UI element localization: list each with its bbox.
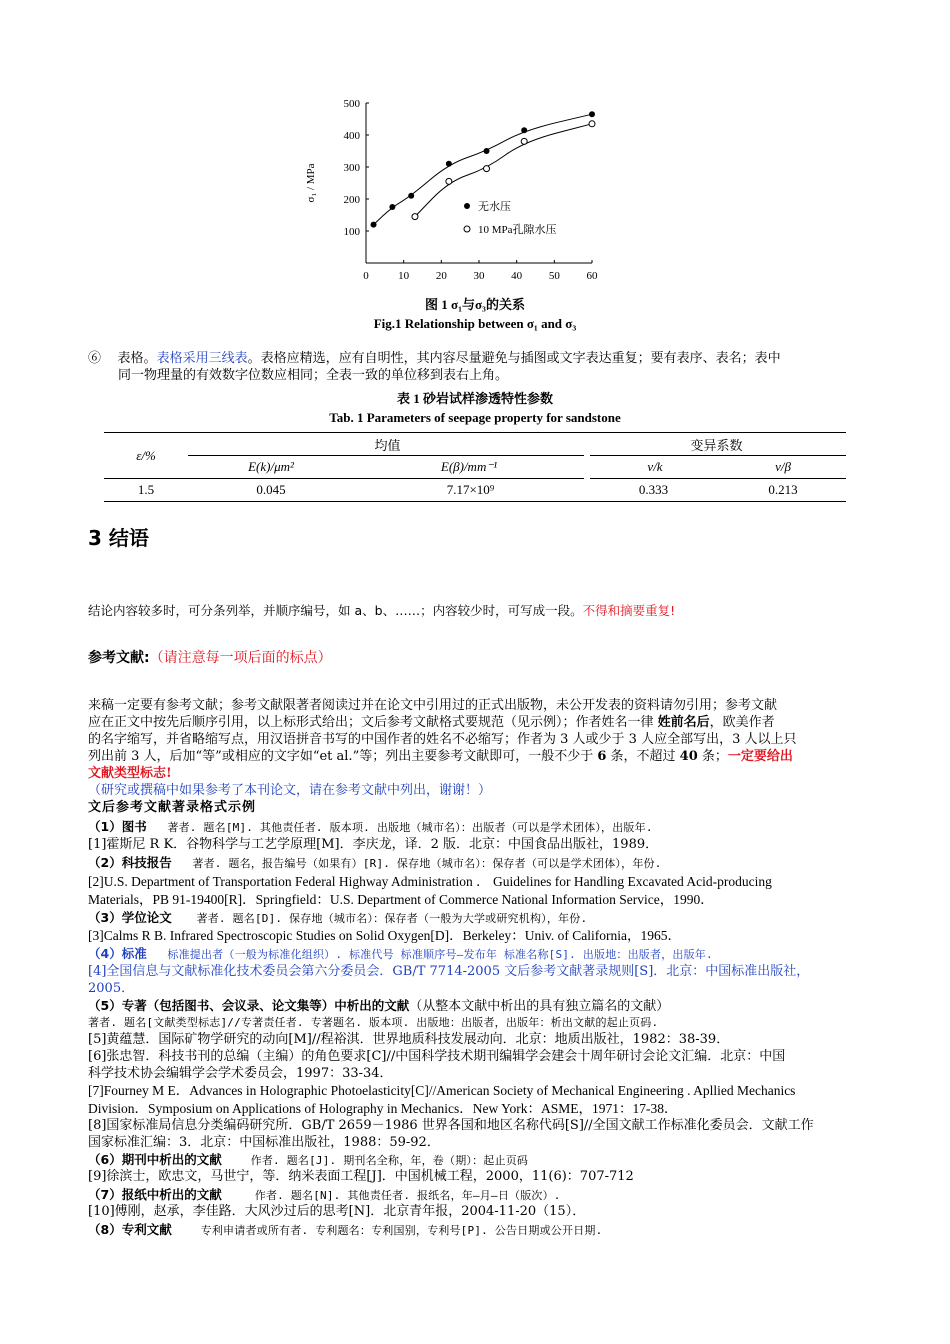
- table-title-cn: 表 1 砂岩试样渗透特性参数: [396, 391, 553, 406]
- refs-heading-note: （请注意每一项后面的标点）: [149, 650, 332, 666]
- x-tick-label: 40: [511, 270, 523, 282]
- data-point-open: [412, 214, 418, 220]
- ref-2b: Materials，PB 91-19400[R]．Springfield：U.S. Department of Commerce National Information Service，1990．: [88, 892, 714, 907]
- item6-line1: [88, 350, 864, 367]
- data-point-open: [484, 166, 490, 172]
- data-point-open: [446, 178, 452, 184]
- legend-label: 10 MPa孔隙水压: [478, 224, 557, 236]
- ref-2a: [2]U.S. Department of Transportation Federal Highway Administration ． Guidelines for Handling Excavated Acid-producing: [88, 874, 772, 889]
- ref-6a: [6]张忠智．科技书刊的总编（主编）的角色要求[C]//中国科学技术期刊编辑学会建会十周年研讨会论文汇编．北京：中国: [88, 1049, 786, 1064]
- table-row-header: ε/%: [136, 447, 156, 463]
- ref-cat-1: （1）图书 著者. 题名[M]. 其他责任者. 版本项. 出版地（城市名）：出版者（可以是学术团体），出版年.: [88, 819, 653, 834]
- table-cell: 0.213: [768, 482, 798, 497]
- ref-cat-7: （7）报纸中析出的文献 作者. 题名[N]. 其他责任者. 报纸名，年—月—日（版次）.: [88, 1187, 561, 1202]
- refs-intro-3: 的名字缩写，并省略缩写点，用汉语拼音书写的中国作者的姓名不必缩写；作者为 3 人或少于 3 人应全部写出，3 人以上只: [88, 732, 797, 747]
- section3-heading: 3 结语: [88, 526, 149, 550]
- table-col-eb: E(β)/mm⁻¹: [354, 456, 587, 479]
- data-point-filled: [484, 148, 490, 154]
- ref-1: [1]霍斯尼 R K．谷物科学与工艺学原理[M]．李庆龙，译．2 版．北京：中国食品出版社，1989．: [88, 837, 659, 852]
- legend-marker-filled: [464, 203, 470, 209]
- ref-cat-3: （3）学位论文 著者. 题名[D]. 保存地（城市名）：保存者（一般为大学或研究机构），年份.: [88, 910, 588, 925]
- x-tick-label: 0: [363, 270, 369, 282]
- refs-intro-4: 列出前 3 人，后加“等”或相应的文字如“et al.”等；列出主要参考文献即可，一般不少于 6 条，不超过 40 条；一定要给出: [88, 749, 793, 764]
- item6-text-a: 表格。: [117, 351, 157, 366]
- data-point-filled: [446, 161, 452, 167]
- refs-examples-title: 文后参考文献著录格式示例: [88, 800, 257, 815]
- table-col-vb: v/β: [720, 456, 846, 479]
- table-group-mean: 均值: [374, 437, 401, 453]
- x-tick-label: 20: [435, 270, 447, 282]
- ref-6b: 科学技术协会编辑学会学术委员会，1997：33-34．: [88, 1066, 393, 1081]
- item6-text-b: 。表格应精选，应有自明性，其内容尽量避免与插图或文字表达重复；要有表序、表名；表中: [247, 351, 781, 366]
- refs-note: （研究或撰稿中如果参考了本刊论文，请在参考文献中列出，谢谢！）: [88, 783, 492, 798]
- ref-8a: [8]国家标准局信息分类编码研究所．GB/T 2659－1986 世界各国和地区名称代码[S]//全国文献工作标准化委员会．文献工作: [88, 1118, 814, 1133]
- table-cell: 1.5: [137, 482, 155, 497]
- refs-intro-1: 来稿一定要有参考文献；参考文献限著者阅读过并在论文中引用过的正式出版物，未公开发表的资料请勿引用；参考文献: [88, 698, 778, 713]
- x-tick-label: 50: [548, 270, 560, 282]
- item6-text-blue: 表格采用三线表: [156, 351, 248, 366]
- y-tick-label: 300: [343, 162, 360, 174]
- data-point-open: [589, 121, 595, 127]
- table-col-ek: E(k)/μm²: [188, 456, 354, 479]
- table-title-en: Tab. 1 Parameters of seepage property for sandstone: [329, 410, 621, 425]
- figure-caption-cn: 图 1 σ₁与σ₃的关系: [425, 297, 525, 312]
- x-tick-label: 10: [398, 270, 410, 282]
- legend-marker-open: [464, 226, 470, 232]
- refs-heading-line: [88, 647, 332, 667]
- ref-cat-2: （2）科技报告 著者. 题名，报告编号（如果有）[R]. 保存地（城市名）：保存者（可以是学术团体），年份.: [88, 855, 662, 870]
- ref-4b: 2005．: [88, 981, 135, 996]
- data-point-filled: [589, 111, 595, 117]
- ref-5: [5]黄蕴慧．国际矿物学研究的动向[M]//程裕淇．世界地质科技发展动向．北京：地质出版社，1982：38-39．: [88, 1032, 730, 1047]
- refs-heading: 参考文献:: [88, 650, 150, 666]
- data-point-filled: [371, 222, 377, 228]
- refs-intro-2: 应在正文中按先后顺序引用，以上标形式给出；文后参考文献格式要规范（见示例）；作者姓名一律 姓前名后，欧美作者: [88, 715, 775, 730]
- table-cell: 7.17×10⁹: [446, 482, 495, 497]
- ref-8b: 国家标准汇编：3．北京：中国标准出版社，1988：59-92．: [88, 1135, 440, 1150]
- data-point-filled: [408, 193, 414, 199]
- data-point-filled: [521, 127, 527, 133]
- table-group-variation: 变异系数: [690, 437, 743, 453]
- ref-cat-5-format: 著者. 题名[文献类型标志]//专著责任者. 专著题名. 版本项. 出版地：出版者，出版年：析出文献的起止页码.: [88, 1016, 659, 1029]
- data-point-filled: [389, 204, 395, 210]
- legend-label: 无水压: [478, 201, 511, 213]
- y-tick-label: 400: [343, 130, 360, 142]
- ref-9: [9]徐滨士，欧忠文，马世宁，等．纳米表面工程[J]．中国机械工程，2000，11(6)：707-712: [88, 1169, 634, 1184]
- three-line-table: [104, 432, 846, 502]
- section3-text: 结论内容较多时，可分条列举，并顺序编号，如 a、b、……；内容较少时，可写成一段。不得和摘要重复!: [88, 603, 676, 618]
- table-cell: 0.045: [256, 482, 286, 497]
- refs-intro-5: 文献类型标志!: [88, 766, 172, 781]
- y-tick-label: 100: [343, 226, 360, 238]
- figure-caption-en: Fig.1 Relationship between σ₁ and σ₃: [373, 316, 577, 331]
- ref-4a: [4]全国信息与文献标准化技术委员会第六分委员会．GB/T 7714-2005 文后参考文献著录规则[S]．北京：中国标准出版社，: [88, 964, 810, 979]
- x-tick-label: 30: [473, 270, 485, 282]
- ref-10: [10]傅刚，赵承，李佳路．大风沙过后的思考[N]．北京青年报，2004-11-20（15）．: [88, 1204, 586, 1219]
- table-col-vk: v/k: [587, 456, 720, 479]
- x-tick-label: 60: [586, 270, 598, 282]
- ref-cat-8: （8）专利文献 专利申请者或所有者. 专利题名：专利国别，专利号[P]. 公告日期或公开日期.: [88, 1222, 603, 1237]
- ref-3: [3]Calms R B. Infrared Spectroscopic Studies on Solid Oxygen[D]．Berkeley：Univ. of California，1965．: [88, 928, 682, 943]
- ref-cat-4: （4）标准 标准提出者（一般为标准化组织）. 标准代号 标准顺序号—发布年 标准名称[S]. 出版地：出版者，出版年.: [88, 946, 713, 961]
- figure-1: [290, 95, 620, 285]
- y-axis-label: σ₁ / MPa: [305, 163, 317, 203]
- sigma-chart: [290, 95, 620, 285]
- ref-7b: Division．Symposium on Applications of Holography in Mechanics．New York：ASME，1971：17-38．: [88, 1101, 678, 1116]
- y-tick-label: 500: [343, 98, 360, 110]
- data-point-open: [521, 138, 527, 144]
- y-tick-label: 200: [343, 194, 360, 206]
- item6-marker: ⑥: [88, 351, 102, 366]
- ref-cat-6: （6）期刊中析出的文献 作者. 题名[J]. 期刊名全称，年，卷（期）：起止页码: [88, 1152, 529, 1167]
- ref-cat-5: （5）专著（包括图书、会议录、论文集等）中析出的文献（从整本文献中析出的具有独立篇名的文献）: [88, 998, 670, 1014]
- item6-line2: 同一物理量的有效数字位数应相同；全表一致的单位移到表右上角。: [118, 368, 509, 383]
- ref-7a: [7]Fourney M E．Advances in Holographic Photoelasticity[C]//American Society of Mechanical Engineering . Apllied Mechanics: [88, 1083, 796, 1098]
- table-cell: 0.333: [638, 482, 669, 497]
